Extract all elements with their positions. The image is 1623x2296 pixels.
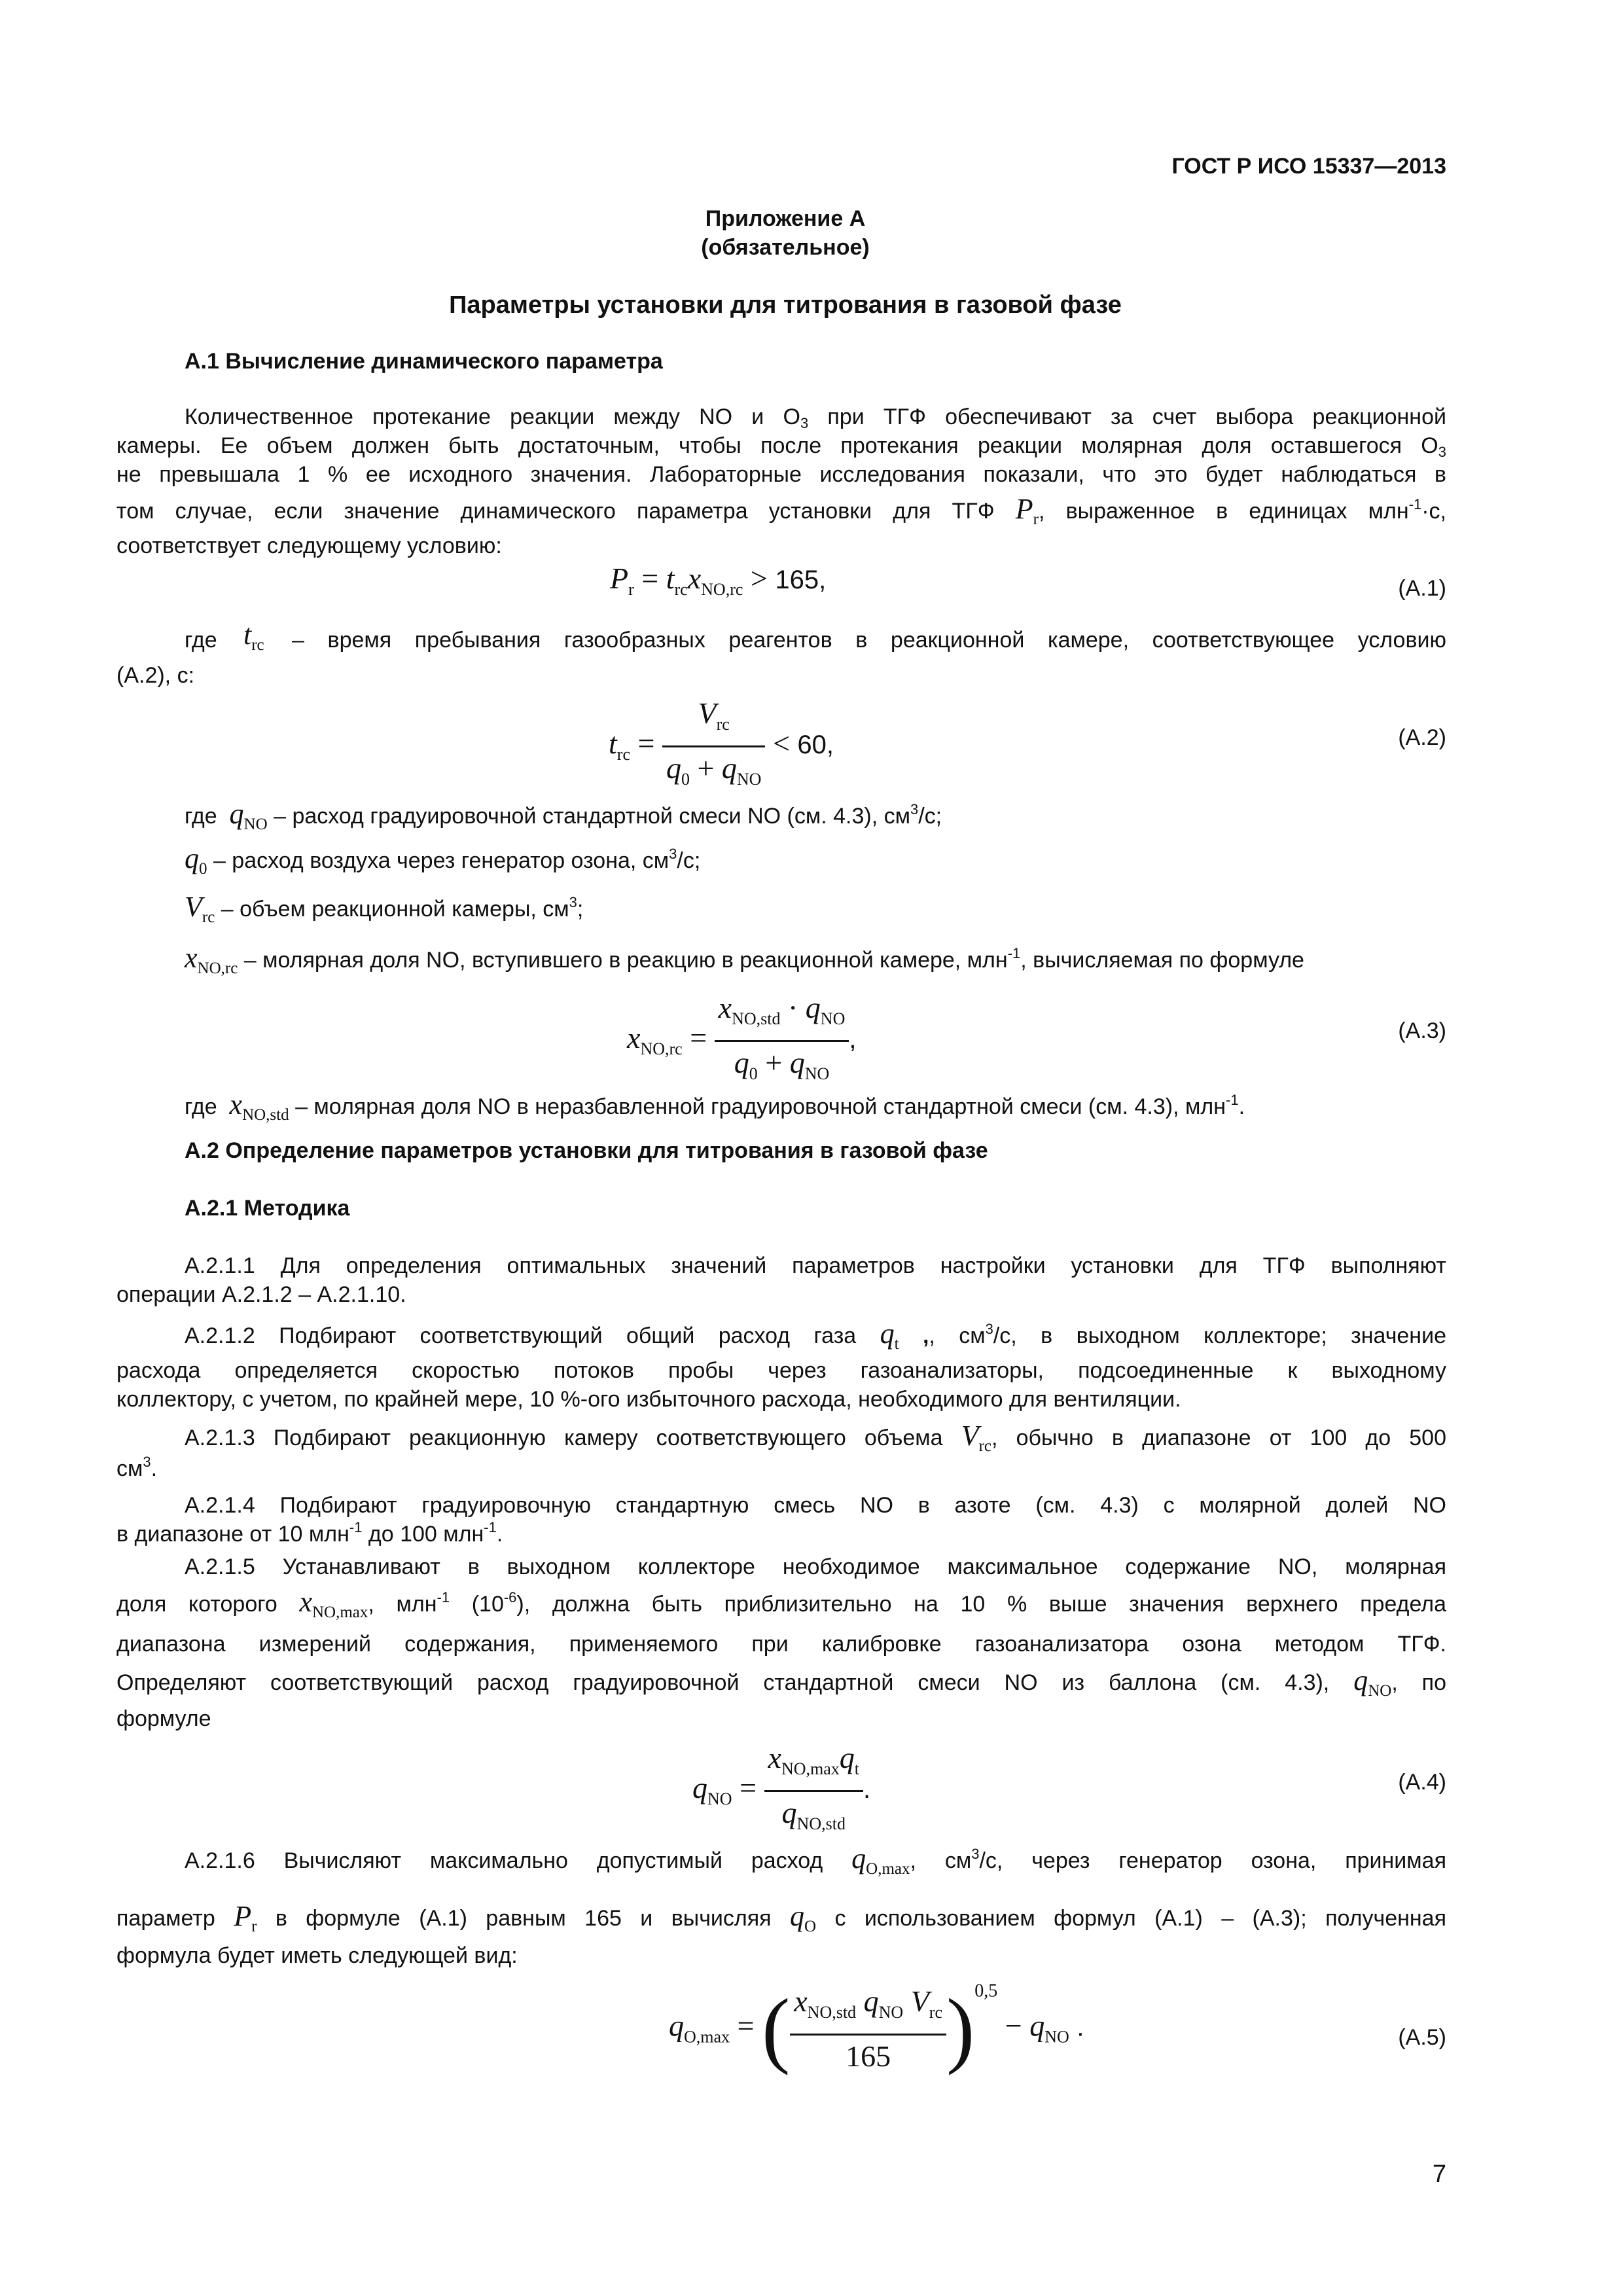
a215-line-3: диапазона измерений содержания, применяемого при калибровке газоанализатора озона методом ТГФ. bbox=[116, 1632, 1446, 1657]
a1-para-line-5: соответствует следующему условию: bbox=[116, 533, 502, 558]
annex-heading: Параметры установки для титрования в газовой фазе bbox=[449, 291, 1122, 319]
a1-para-line-2: камеры. Ее объем должен быть достаточным, чтобы после протекания реакции молярная доля оставшегося $O_3$ bbox=[116, 433, 1446, 460]
a212-line-1: А.2.1.2 Подбирают соответствующий общий расход газа $q_t$ ,, $см^3/с$, в выходном коллекторе; значение bbox=[185, 1318, 1446, 1353]
section-a21-heading: А.2.1 Методика bbox=[185, 1196, 350, 1221]
pr-symbol: $P_r$ bbox=[1015, 493, 1039, 528]
where-label-1: где bbox=[185, 628, 217, 653]
def-qno-line: где $q_{NO}$ – расход градуировочной стандартной смеси NO (см. 4.3), $см^3/с$; bbox=[185, 798, 942, 833]
equation-a3: $x_{NO,rc}$ = $\frac{x_{NO,std} \cdot q_{NO}}{q_0 + q_{NO}}$ , bbox=[627, 991, 857, 1083]
a214-line-1: А.2.1.4 Подбирают градуировочную стандартную смесь NO в азоте (см. 4.3) с молярной долей NO bbox=[185, 1493, 1446, 1518]
equation-number-a1: (А.1) bbox=[1398, 576, 1446, 601]
def-vrc-line: $V_{rc}$ – объем реакционной камеры, $см^3$; bbox=[185, 891, 584, 926]
a211-line-2: операции А.2.1.2 – А.2.1.10. bbox=[116, 1282, 406, 1307]
where-text-1-cont: (А.2), с: bbox=[116, 663, 195, 688]
a212-line-2: расхода определяется скоростью потоков пробы через газоанализаторы, подсоединенные к выходному bbox=[116, 1358, 1446, 1383]
trc-symbol: $t_{rc}$ bbox=[243, 619, 264, 654]
a214-line-2: в диапазоне от 10 млн$^{-1}$ до 100 млн$^{-1}$. bbox=[116, 1519, 503, 1547]
section-a2-heading: А.2 Определение параметров установки для титрования в газовой фазе bbox=[185, 1138, 988, 1163]
a216-line-2: параметр $P_r$ в формуле (А.1) равным 165 и вычисляя $q_O$ с использованием формул (А.1) – (А.3); полученная bbox=[116, 1900, 1446, 1935]
a213-line-1: А.2.1.3 Подбирают реакционную камеру соответствующего объема $V_{rc}$, обычно в диапазоне от 100 до 500 bbox=[185, 1420, 1446, 1455]
a1-para-line-4: том случае, если значение динамического параметра установки для ТГФ $P_r$, выраженное в единицах млн$^{-1}$·с, bbox=[116, 493, 1446, 528]
equation-a4: $q_{NO}$ = $\frac{x_{NO,max}q_t}{q_{NO,std}}$ . bbox=[692, 1741, 871, 1833]
where-text-1: – время пребывания газообразных реагентов в реакционной камере, соответствующее условию bbox=[292, 628, 1446, 653]
a215-line-1: А.2.1.5 Устанавливают в выходном коллекторе необходимое максимальное содержание NO, молярная bbox=[185, 1554, 1446, 1579]
a1-para-line-3: не превышала 1 % ее исходного значения. Лабораторные исследования показали, что это будет наблюдаться в bbox=[116, 462, 1446, 487]
a211-line-1: А.2.1.1 Для определения оптимальных значений параметров настройки установки для ТГФ выполняют bbox=[185, 1253, 1446, 1278]
annex-title: Приложение А bbox=[705, 206, 866, 231]
equation-number-a5: (А.5) bbox=[1398, 2025, 1446, 2050]
where-line-3: где $x_{NO,std}$ – молярная доля NO в неразбавленной градуировочной стандартной смеси (см. 4.3), млн$^{-1}$. bbox=[185, 1088, 1245, 1124]
a212-line-3: коллектору, с учетом, по крайней мере, 10 %-ого избыточного расхода, необходимого для вентиляции. bbox=[116, 1387, 1181, 1412]
def-xno-line: $x_{NO,rc}$ – молярная доля NO, вступившего в реакцию в реакционной камере, млн$^{-1}$, вычисляемая по формуле bbox=[185, 942, 1304, 977]
a216-line-3: формула будет иметь следующей вид: bbox=[116, 1943, 518, 1968]
a213-line-2: $см^3$. bbox=[116, 1454, 158, 1481]
def-q0-line: $q_0$ – расход воздуха через генератор озона, $см^3/с$; bbox=[185, 842, 701, 878]
a215-line-5: формуле bbox=[116, 1706, 211, 1731]
equation-number-a4: (А.4) bbox=[1398, 1770, 1446, 1795]
equation-number-a2: (А.2) bbox=[1398, 725, 1446, 750]
equation-a1: $P_r = t_{rc}x_{NO,rc} > 165$, bbox=[610, 562, 827, 599]
a1-para-line-1: Количественное протекание реакции между NO и $O_3$ при ТГФ обеспечивают за счет выбора реакционной bbox=[185, 404, 1446, 431]
a215-line-4: Определяют соответствующий расход градуировочной стандартной смеси NO из баллона (см. 4.3), $q_{NO}$, по bbox=[116, 1664, 1447, 1700]
a215-line-2: доля которого $x_{NO,max}$, млн$^{-1}$ $(10^{-6})$, должна быть приблизительно на 10 % выше значения верхнего предела bbox=[116, 1586, 1446, 1621]
annex-status: (обязательное) bbox=[701, 235, 870, 260]
page-number: 7 bbox=[1432, 2161, 1446, 2188]
equation-a5: $q_{O,max}$ = ( $\frac{x_{NO,std} q_{NO} V_{rc}}{165}$ )$^{0,5} - q_{NO}$ . bbox=[669, 1981, 1084, 2076]
standard-number: ГОСТ Р ИСО 15337—2013 bbox=[1171, 154, 1446, 179]
equation-a2: $t_{rc}$ = $\frac{V_{rc}}{q_0 + q_{NO}}$ < 60, bbox=[609, 696, 834, 789]
equation-number-a3: (А.3) bbox=[1398, 1018, 1446, 1043]
section-a1-heading: А.1 Вычисление динамического параметра bbox=[185, 349, 663, 374]
a216-line-1: А.2.1.6 Вычисляют максимально допустимый расход $q_{O,max}$, $см^3/с$, через генератор озона, принимая bbox=[185, 1842, 1446, 1878]
